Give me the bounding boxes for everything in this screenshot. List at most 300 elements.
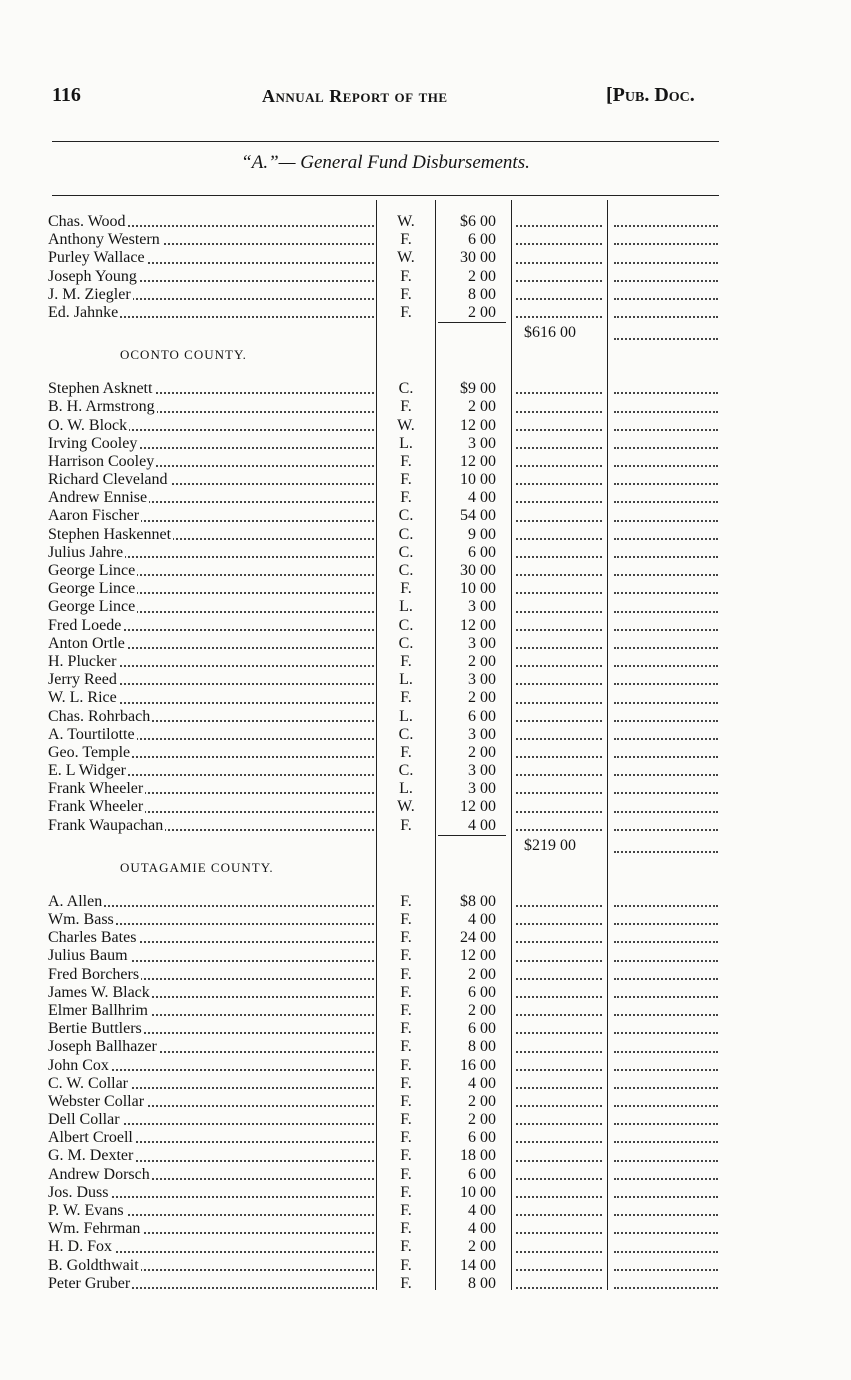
total-leader-dots (614, 280, 718, 282)
payee-name: Elmer Ballhrim (48, 1001, 148, 1019)
table-row (48, 580, 720, 598)
county-heading (48, 344, 720, 366)
subtotal-leader-dots (516, 243, 602, 245)
amount-cents: 00 (480, 1256, 496, 1274)
amount-cents: 00 (480, 743, 496, 761)
amount-dollars: 2 (468, 689, 476, 707)
payee-name: Andrew Dorsch (48, 1165, 150, 1183)
payee-name: Albert Croell (48, 1129, 133, 1147)
total-leader-dots (614, 1287, 718, 1289)
amount-cents: 00 (480, 929, 496, 947)
total-leader-dots (614, 574, 718, 576)
subtotal-leader-dots (516, 1196, 602, 1198)
payee-cell (48, 708, 374, 726)
subtotal-leader-dots (516, 792, 602, 794)
payee-cell (48, 635, 374, 653)
payee-name: Joseph Young (48, 267, 137, 285)
total-leader-dots (614, 501, 718, 503)
payee-name: Wm. Fehrman (48, 1220, 141, 1238)
class-code: C. (398, 507, 414, 525)
table-row (48, 929, 720, 947)
amount-cents: 00 (480, 380, 496, 398)
table-row (48, 249, 720, 267)
payee-name: W. L. Rice (48, 689, 117, 707)
total-leader-dots (614, 392, 718, 394)
subtotal-leader-dots (516, 756, 602, 758)
payee-name: Aaron Fischer (48, 507, 140, 525)
amount-dollars: 10 (460, 1183, 476, 1201)
subtotal-leader-dots (516, 702, 602, 704)
total-leader-dots (614, 720, 718, 722)
subtotal-leader-dots (516, 316, 602, 318)
total-leader-dots (614, 556, 718, 558)
class-code: F. (400, 452, 412, 470)
amount-cents: 00 (480, 1129, 496, 1147)
payee-name: Joseph Ballhazer (48, 1038, 157, 1056)
table-row (48, 1202, 720, 1220)
amount-cents: 00 (480, 634, 496, 652)
amount-dollars: 9 (468, 525, 476, 543)
amount-cents: 00 (480, 1020, 496, 1038)
amount-dollars: 6 (468, 707, 476, 725)
payee-cell (48, 966, 374, 984)
payee-name: O. W. Block (48, 416, 128, 434)
county-heading (48, 857, 720, 879)
subtotal-leader-dots (516, 574, 602, 576)
class-code: C. (398, 543, 414, 561)
amount-dollars: 4 (468, 911, 476, 928)
total-leader-dots (614, 683, 718, 685)
class-code: F. (400, 1202, 412, 1219)
subtotal-leader-dots (516, 941, 602, 943)
payee-cell (48, 1002, 374, 1020)
table-row (48, 1257, 720, 1275)
subtotal-leader-dots (516, 1032, 602, 1034)
class-code: F. (400, 929, 412, 947)
table-row (48, 1075, 720, 1093)
subtotal-leader-dots (516, 1141, 602, 1143)
amount-dollars: 2 (468, 1092, 476, 1110)
section-spacer (48, 879, 720, 893)
subtotal-leader-dots (516, 465, 602, 467)
payee-name: Ed. Jahnke (48, 303, 119, 321)
payee-cell (48, 762, 374, 780)
total-leader-dots (614, 262, 718, 264)
amount-dollars: 6 (468, 983, 476, 1001)
class-code: F. (400, 1038, 412, 1056)
amount-dollars: 10 (460, 580, 476, 598)
payee-cell (48, 526, 374, 544)
payee-cell (48, 489, 374, 507)
total-leader-dots (614, 447, 718, 449)
payee-cell (48, 744, 374, 762)
amount-cents: 00 (480, 1183, 496, 1201)
class-code: W. (397, 213, 415, 230)
amount-dollars: 4 (468, 489, 476, 507)
subtotal-leader-dots (516, 1232, 602, 1234)
payee-name: Fred Loede (48, 616, 122, 634)
payee-name: Chas. Wood (48, 213, 126, 230)
table-row (48, 1093, 720, 1111)
payee-cell (48, 507, 374, 525)
amount-cents: 00 (480, 652, 496, 670)
total-leader-dots (614, 941, 718, 943)
payee-name: Stephen Asknett (48, 380, 153, 398)
table-row (48, 653, 720, 671)
amount-cents: 00 (480, 762, 496, 780)
amount-cents: 00 (480, 1202, 496, 1219)
subtotal-leader-dots (516, 392, 602, 394)
disbursement-table (48, 213, 720, 1293)
payee-name: B. H. Armstrong (48, 398, 155, 416)
amount-cents: 00 (480, 231, 496, 249)
total-leader-dots (614, 665, 718, 667)
subtotal-leader-dots (516, 1178, 602, 1180)
table-row (48, 489, 720, 507)
payee-name: P. W. Evans (48, 1202, 124, 1219)
table-row (48, 471, 720, 489)
amount-dollars: 2 (468, 1111, 476, 1129)
payee-name: J. M. Ziegler (48, 285, 131, 303)
total-leader-dots (614, 1069, 718, 1071)
amount-cents: 00 (480, 1165, 496, 1183)
total-leader-dots (614, 429, 718, 431)
class-code: C. (398, 616, 414, 634)
section-spacer (48, 366, 720, 380)
total-leader-dots (614, 851, 718, 853)
amount-cents: 00 (480, 285, 496, 303)
amount-cents: 00 (480, 892, 496, 910)
total-leader-dots (614, 996, 718, 998)
amount-cents: 00 (480, 489, 496, 507)
subtotal-leader-dots (516, 1269, 602, 1271)
subtotal-leader-dots (516, 923, 602, 925)
table-row (48, 453, 720, 471)
payee-cell (48, 1257, 374, 1275)
amount-cents: 00 (480, 816, 496, 834)
table-row (48, 1275, 720, 1293)
subtotal-leader-dots (516, 501, 602, 503)
amount-dollars: 3 (468, 598, 476, 616)
county-label: OUTAGAMIE COUNTY. (120, 859, 274, 875)
table-row (48, 635, 720, 653)
payee-cell (48, 1166, 374, 1184)
subtotal-leader-dots (516, 1160, 602, 1162)
amount-dollars: 12 (460, 452, 476, 470)
amount-dollars: 12 (460, 947, 476, 965)
total-leader-dots (614, 611, 718, 613)
amount-dollars: 2 (468, 303, 476, 321)
page-number: 116 (52, 84, 81, 106)
class-code: F. (400, 911, 412, 928)
payee-cell (48, 380, 374, 398)
sum-rule (438, 835, 506, 836)
amount-cents: 00 (480, 1092, 496, 1110)
table-row (48, 231, 720, 249)
amount-dollars: 3 (468, 671, 476, 689)
total-leader-dots (614, 411, 718, 413)
table-row (48, 398, 720, 416)
subtotal-leader-dots (516, 1087, 602, 1089)
payee-cell (48, 617, 374, 635)
amount-dollars: 12 (460, 798, 476, 816)
total-leader-dots (614, 1105, 718, 1107)
payee-name: Bertie Buttlers (48, 1020, 142, 1038)
table-row (48, 304, 720, 322)
subtotal-leader-dots (516, 1287, 602, 1289)
subtotal-leader-dots (516, 738, 602, 740)
total-leader-dots (614, 960, 718, 962)
class-code: F. (400, 1001, 412, 1019)
amount-cents: 00 (480, 965, 496, 983)
amount-dollars: 8 (468, 285, 476, 303)
payee-name: Stephen Haskennet (48, 525, 172, 543)
amount-cents: 00 (480, 1038, 496, 1056)
table-row (48, 1147, 720, 1165)
amount-cents: 00 (480, 1274, 496, 1292)
amount-cents: 00 (480, 616, 496, 634)
subtotal-leader-dots (516, 611, 602, 613)
payee-name: E. L Widger (48, 762, 126, 780)
county-total: $219 00 (524, 836, 576, 854)
payee-cell (48, 780, 374, 798)
payee-cell (48, 417, 374, 435)
amount-dollars: 4 (468, 1202, 476, 1219)
payee-cell (48, 1093, 374, 1111)
class-code: F. (400, 1220, 412, 1238)
total-leader-dots (614, 829, 718, 831)
total-leader-dots (614, 1251, 718, 1253)
amount-dollars: 14 (460, 1256, 476, 1274)
amount-cents: 00 (480, 434, 496, 452)
total-leader-dots (614, 905, 718, 907)
total-leader-dots (614, 298, 718, 300)
amount-cents: 00 (480, 303, 496, 321)
total-leader-dots (614, 792, 718, 794)
class-code: L. (399, 671, 413, 689)
total-leader-dots (614, 774, 718, 776)
class-code: F. (400, 267, 412, 285)
subtotal-leader-dots (516, 774, 602, 776)
total-leader-dots (614, 592, 718, 594)
subtotal-row (48, 322, 720, 344)
table-title: “A.”— General Fund Disbursements. (241, 152, 530, 173)
table-row (48, 544, 720, 562)
amount-cents: 00 (480, 707, 496, 725)
table-row (48, 966, 720, 984)
payee-name: John Cox (48, 1056, 109, 1074)
total-leader-dots (614, 316, 718, 318)
sum-rule (438, 322, 506, 323)
amount-dollars: 3 (468, 780, 476, 798)
amount-dollars: 6 (468, 543, 476, 561)
subtotal-leader-dots (516, 411, 602, 413)
class-code: F. (400, 1165, 412, 1183)
subtotal-leader-dots (516, 978, 602, 980)
payee-name: James W. Black (48, 983, 150, 1001)
table-row (48, 286, 720, 304)
table-row (48, 893, 720, 911)
subtotal-row (48, 835, 720, 857)
amount-cents: 00 (480, 471, 496, 489)
subtotal-leader-dots (516, 262, 602, 264)
payee-name: George Lince (48, 598, 136, 616)
class-code: F. (400, 1111, 412, 1129)
total-leader-dots (614, 1141, 718, 1143)
table-row (48, 562, 720, 580)
payee-name: H. D. Fox (48, 1238, 113, 1256)
amount-cents: 00 (480, 213, 496, 230)
amount-cents: 00 (480, 1001, 496, 1019)
table-row (48, 1111, 720, 1129)
amount-dollars: 6 (468, 1020, 476, 1038)
amount-cents: 00 (480, 543, 496, 561)
amount-cents: 00 (480, 1220, 496, 1238)
amount-dollars: 3 (468, 434, 476, 452)
class-code: F. (400, 947, 412, 965)
amount-cents: 00 (480, 671, 496, 689)
class-code: F. (400, 689, 412, 707)
payee-name: G. M. Dexter (48, 1147, 134, 1165)
table-row (48, 617, 720, 635)
total-leader-dots (614, 756, 718, 758)
table-row (48, 744, 720, 762)
class-code: W. (397, 798, 415, 816)
total-leader-dots (614, 811, 718, 813)
payee-name: A. Tourtilotte (48, 725, 135, 743)
title-rule (52, 195, 719, 196)
class-code: F. (400, 892, 412, 910)
payee-cell (48, 1038, 374, 1056)
amount-dollars: $9 (460, 380, 476, 398)
class-code: F. (400, 1274, 412, 1292)
subtotal-leader-dots (516, 225, 602, 227)
amount-dollars: 54 (460, 507, 476, 525)
amount-cents: 00 (480, 416, 496, 434)
total-leader-dots (614, 978, 718, 980)
payee-cell (48, 689, 374, 707)
total-leader-dots (614, 1232, 718, 1234)
total-leader-dots (614, 702, 718, 704)
payee-name: Anthony Western (48, 231, 160, 249)
payee-cell (48, 893, 374, 911)
table-row (48, 435, 720, 453)
amount-cents: 00 (480, 249, 496, 267)
payee-cell (48, 1147, 374, 1165)
payee-cell (48, 653, 374, 671)
payee-cell (48, 1020, 374, 1038)
total-leader-dots (614, 629, 718, 631)
table-row (48, 213, 720, 231)
payee-cell (48, 598, 374, 616)
table-row (48, 762, 720, 780)
subtotal-leader-dots (516, 538, 602, 540)
amount-cents: 00 (480, 1074, 496, 1092)
payee-cell (48, 1057, 374, 1075)
total-leader-dots (614, 1178, 718, 1180)
running-title: Annual Report of the (262, 86, 448, 106)
county-label: OCONTO COUNTY. (120, 347, 247, 363)
total-leader-dots (614, 1087, 718, 1089)
subtotal-leader-dots (516, 429, 602, 431)
total-leader-dots (614, 1051, 718, 1053)
payee-name: Julius Baum (48, 947, 128, 965)
subtotal-leader-dots (516, 483, 602, 485)
class-code: F. (400, 471, 412, 489)
table-row (48, 1238, 720, 1256)
amount-cents: 00 (480, 947, 496, 965)
subtotal-leader-dots (516, 592, 602, 594)
amount-dollars: 2 (468, 1001, 476, 1019)
amount-dollars: 8 (468, 1038, 476, 1056)
payee-cell (48, 544, 374, 562)
payee-cell (48, 231, 374, 249)
table-row (48, 947, 720, 965)
class-code: F. (400, 398, 412, 416)
table-row (48, 1057, 720, 1075)
amount-dollars: $8 (460, 892, 476, 910)
total-leader-dots (614, 1032, 718, 1034)
table-row (48, 1020, 720, 1038)
payee-name: Charles Bates (48, 929, 137, 947)
amount-dollars: 3 (468, 762, 476, 780)
subtotal-leader-dots (516, 905, 602, 907)
amount-dollars: 4 (468, 1074, 476, 1092)
payee-name: Irving Cooley (48, 434, 138, 452)
total-leader-dots (614, 225, 718, 227)
payee-cell (48, 453, 374, 471)
table-row (48, 1184, 720, 1202)
class-code: F. (400, 1147, 412, 1165)
total-leader-dots (614, 1014, 718, 1016)
total-leader-dots (614, 520, 718, 522)
table-row (48, 798, 720, 816)
amount-cents: 00 (480, 267, 496, 285)
amount-dollars: 16 (460, 1056, 476, 1074)
payee-name: Chas. Rohrbach (48, 707, 151, 725)
amount-cents: 00 (480, 780, 496, 798)
amount-dollars: 12 (460, 416, 476, 434)
payee-cell (48, 1202, 374, 1220)
class-code: L. (399, 780, 413, 798)
payee-cell (48, 471, 374, 489)
amount-cents: 00 (480, 798, 496, 816)
table-row (48, 417, 720, 435)
class-code: F. (400, 489, 412, 507)
subtotal-leader-dots (516, 556, 602, 558)
payee-name: Anton Ortle (48, 634, 125, 652)
payee-name: Jerry Reed (48, 671, 117, 689)
amount-dollars: 12 (460, 616, 476, 634)
amount-cents: 00 (480, 507, 496, 525)
amount-cents: 00 (480, 1147, 496, 1165)
subtotal-leader-dots (516, 1069, 602, 1071)
subtotal-leader-dots (516, 520, 602, 522)
subtotal-leader-dots (516, 996, 602, 998)
payee-cell (48, 1238, 374, 1256)
table-row (48, 1038, 720, 1056)
amount-dollars: 10 (460, 471, 476, 489)
class-code: F. (400, 1256, 412, 1274)
total-leader-dots (614, 647, 718, 649)
total-leader-dots (614, 1160, 718, 1162)
table-row (48, 1166, 720, 1184)
table-row (48, 984, 720, 1002)
payee-cell (48, 984, 374, 1002)
amount-dollars: 2 (468, 965, 476, 983)
amount-dollars: 4 (468, 1220, 476, 1238)
amount-dollars: 24 (460, 929, 476, 947)
